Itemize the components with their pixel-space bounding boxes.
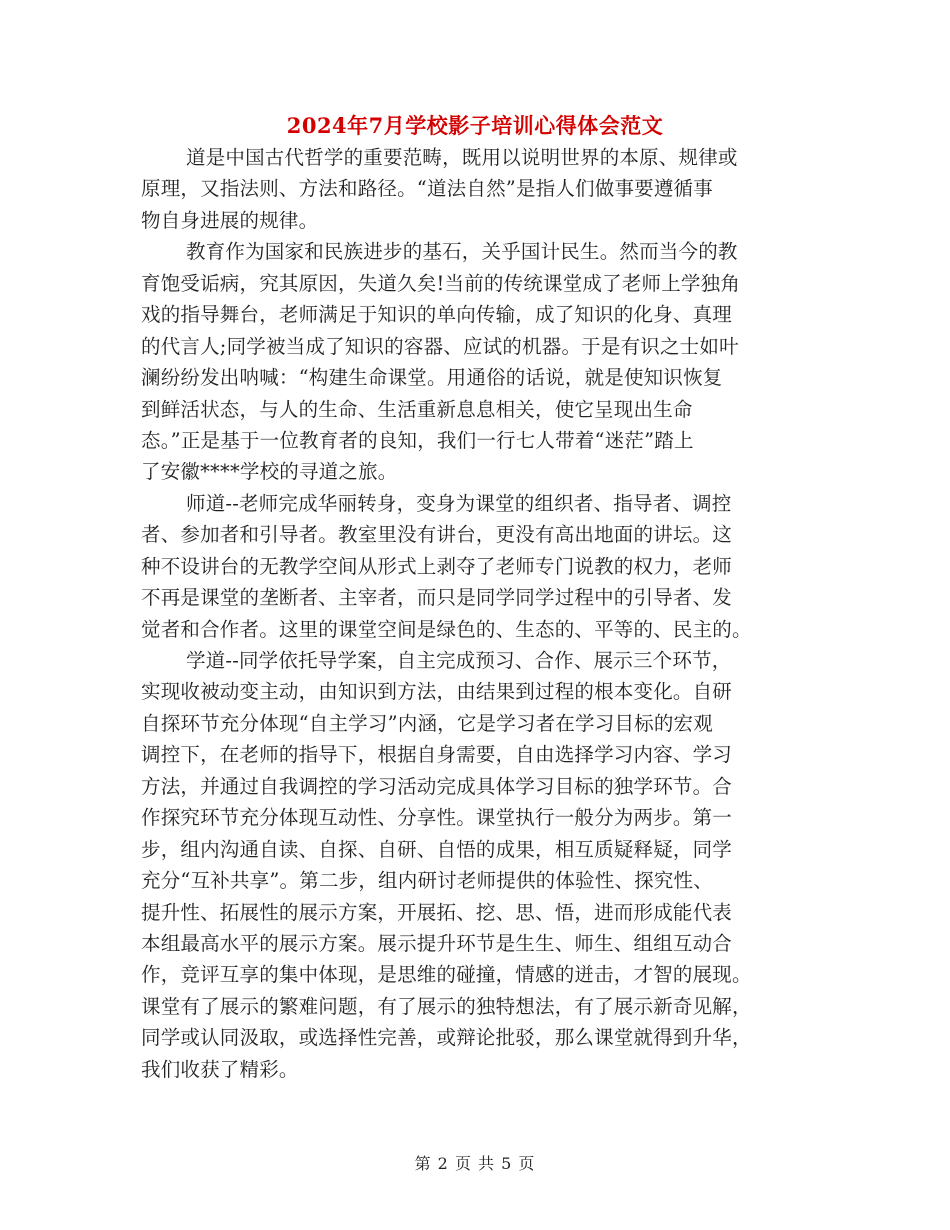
text-line: 同学或认同汲取，或选择性完善，或辩论批驳，那么课堂就得到升华， [141,1026,752,1050]
text-line: 充分“互补共享”。第二步，组内研讨老师提供的体验性、探究性、 [141,869,713,893]
text-line: 步，组内沟通自读、自探、自研、自悟的成果，相互质疑释疑，同学 [141,837,733,861]
text-line: 种不设讲台的无教学空间从形式上剥夺了老师专门说教的权力，老师 [141,554,733,578]
text-line: 学道--同学依托导学案，自主完成预习、合作、展示三个环节， [186,649,732,672]
text-line: 物自身进展的规律。 [141,208,319,232]
text-line: 育饱受诟病，究其原因，失道久矣!当前的传统课堂成了老师上学独角 [141,271,741,295]
text-line: 原理，又指法则、方法和路径。“道法自然”是指人们做事要遵循事 [141,177,713,201]
text-line: 不再是课堂的垄断者、主宰者，而只是同学同学过程中的引导者、发 [141,586,733,610]
text-line: 戏的指导舞台，老师满足于知识的单向传输，成了知识的化身、真理 [141,303,733,327]
text-line: 师道--老师完成华丽转身，变身为课堂的组织者、指导者、调控 [186,491,732,515]
text-line: 方法，并通过自我调控的学习活动完成具体学习目标的独学环节。合 [141,774,733,798]
document-title: 2024年7月学校影子培训心得体会范文 [286,113,664,138]
text-line: 到鲜活状态，与人的生命、生活重新息息相关，使它呈现出生命 [141,397,693,421]
text-line: 者、参加者和引导者。教室里没有讲台，更没有高出地面的讲坛。这 [141,523,733,547]
text-line: 作，竞评互享的集中体现，是思维的碰撞，情感的迸击，才智的展现。 [141,963,752,987]
text-line: 实现收被动变主动，由知识到方法，由结果到过程的根本变化。自研 [141,680,733,704]
text-line: 课堂有了展示的繁难问题，有了展示的独特想法，有了展示新奇见解， [141,994,752,1018]
text-line: 教育作为国家和民族进步的基石，关乎国计民生。然而当今的教 [186,240,738,264]
text-line: 的代言人;同学被当成了知识的容器、应试的机器。于是有识之士如叶 [141,334,739,358]
text-line: 澜纷纷发出呐喊：“构建生命课堂。用通俗的话说，就是使知识恢复 [141,366,723,390]
text-line: 提升性、拓展性的展示方案，开展拓、挖、思、悟，进而形成能代表 [141,900,733,924]
document-body [141,142,801,1085]
text-line: 自探环节充分体现“自主学习”内涵，它是学习者在学习目标的宏观 [141,711,713,735]
text-line: 我们收获了精彩。 [141,1057,299,1081]
text-line: 了安徽****学校的寻道之旅。 [141,460,398,484]
text-line: 本组最高水平的展示方案。展示提升环节是生生、师生、组组互动合 [141,931,733,955]
text-line: 作探究环节充分体现互动性、分享性。课堂执行一般分为两步。第一 [141,806,733,830]
page-number-footer: 第 2 页 共 5 页 [414,1154,536,1173]
text-line: 调控下，在老师的指导下，根据自身需要，自由选择学习内容、学习 [141,743,733,767]
text-line: 觉者和合作者。这里的课堂空间是绿色的、生态的、平等的、民主的。 [141,617,752,641]
text-line: 态。”正是基于一位教育者的良知，我们一行七人带着“迷茫”踏上 [141,428,694,452]
text-line: 道是中国古代哲学的重要范畴，既用以说明世界的本原、规律或 [186,146,738,169]
